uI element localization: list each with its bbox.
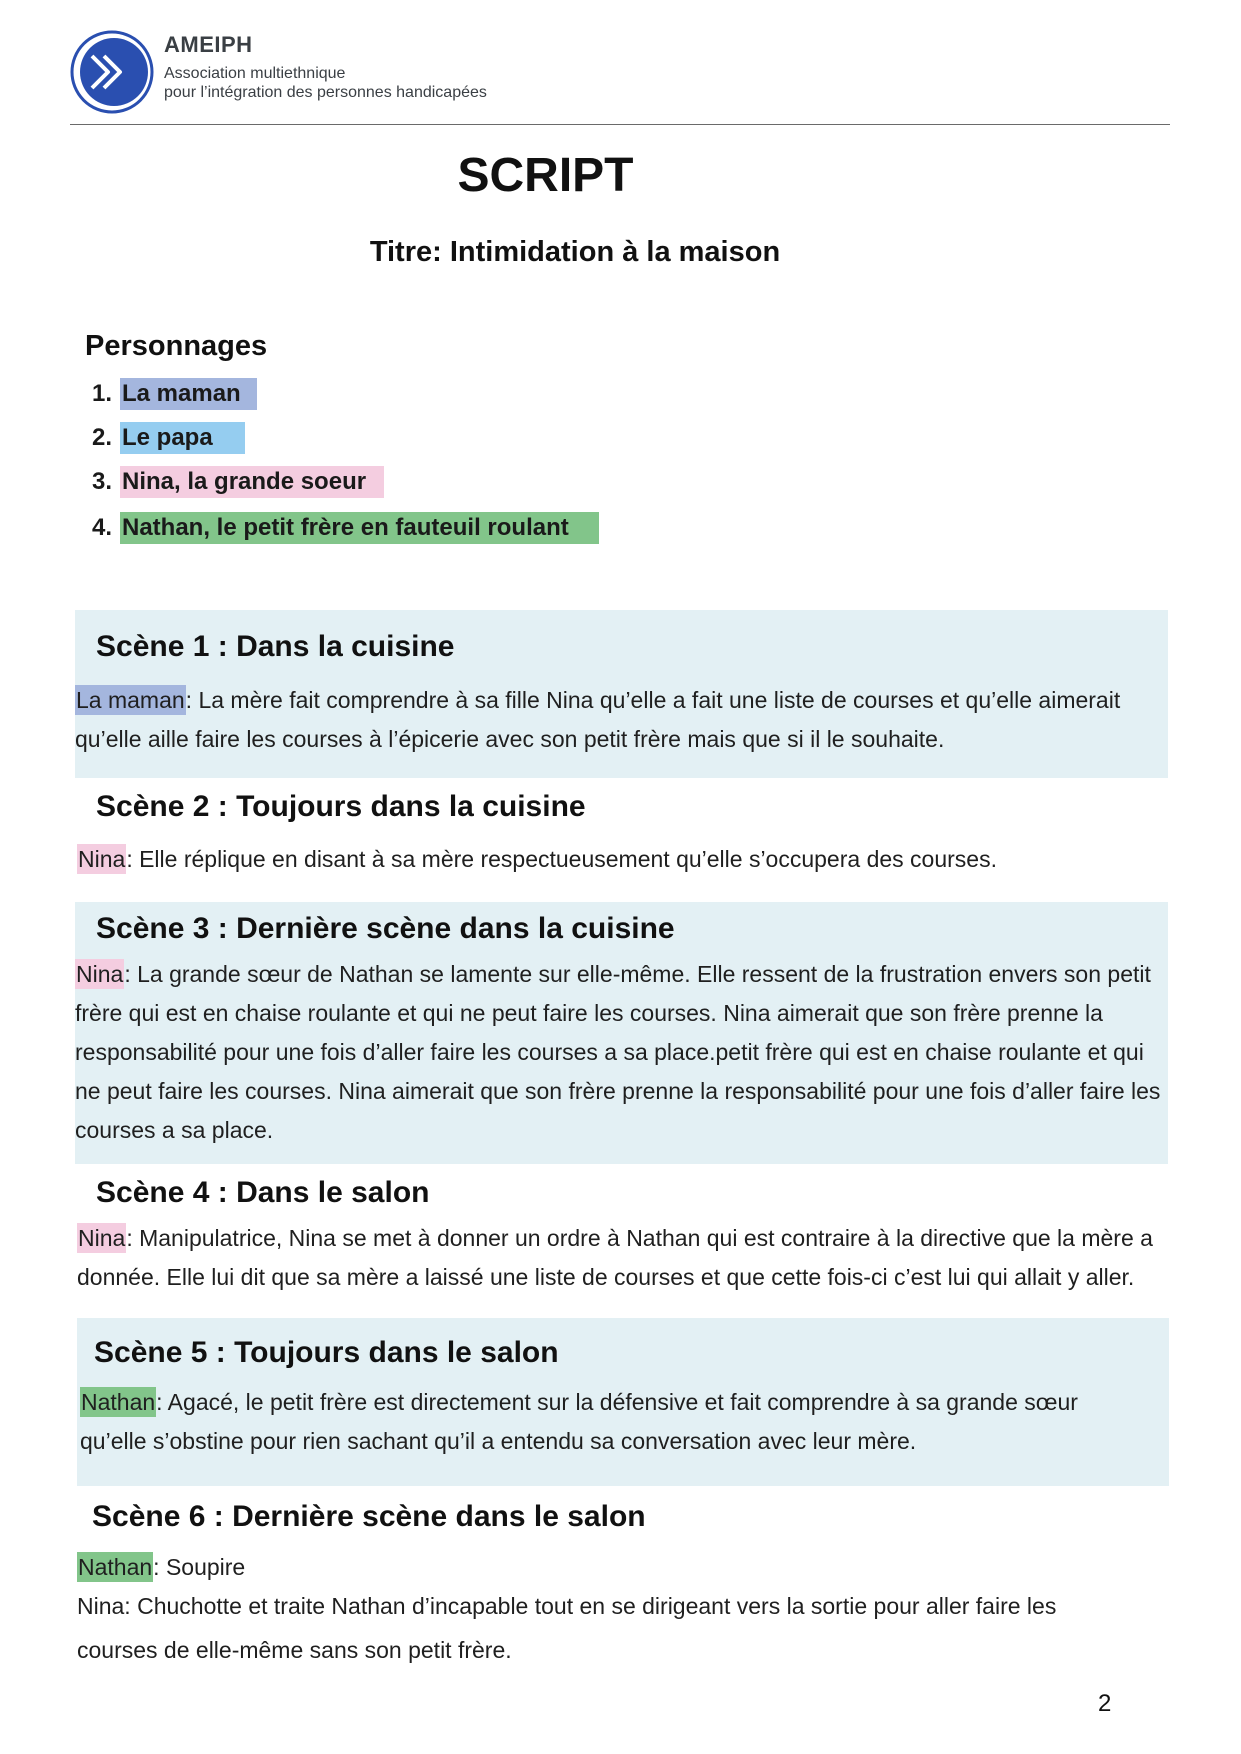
scene-5-heading: Scène 5 : Toujours dans le salon — [94, 1336, 559, 1369]
scene-description: : La grande sœur de Nathan se lamente sur elle-même. Elle ressent de la frustration envers son petit frère qui est en chaise roulante et qui ne peut faire les courses. Nina aimerait que son frère prenne la responsabilité pour une fois d’aller faire les courses a sa place.petit frère qui est en chaise roulante et qui ne peut faire les courses. Nina aimerait que son frère prenne la responsabilité pour une fois d’aller faire les courses a sa place. — [75, 961, 1161, 1143]
speaker-tag: Nina — [78, 846, 126, 872]
scene-4-heading: Scène 4 : Dans le salon — [96, 1176, 430, 1209]
ameiph-logo-icon — [70, 30, 154, 114]
character-item — [92, 380, 257, 412]
org-line-2: pour l’intégration des personnes handicapées — [164, 84, 487, 101]
speaker-tag: Nathan — [81, 1389, 156, 1415]
character-item — [92, 424, 245, 456]
scene-3-heading: Scène 3 : Dernière scène dans la cuisine — [96, 912, 675, 945]
scene-2-heading: Scène 2 : Toujours dans la cuisine — [96, 790, 586, 823]
character-item — [92, 514, 599, 546]
org-name: AMEIPH — [164, 32, 253, 57]
scene-description: : La mère fait comprendre à sa fille Nina qu’elle a fait une liste de courses et qu’elle aimerait qu’elle aille faire les courses à l’épicerie avec son petit frère mais que si il le souhaite. — [75, 687, 1121, 752]
character-name: Le papa — [120, 422, 245, 454]
speaker-tag: Nina — [76, 961, 124, 987]
scene-6-line-1 — [77, 1548, 1172, 1587]
page-title: SCRIPT — [457, 149, 634, 202]
character-name: La maman — [120, 378, 257, 410]
character-name: Nina, la grande soeur — [120, 466, 384, 498]
org-line-1: Association multiethnique — [164, 65, 346, 82]
character-item — [92, 468, 384, 500]
character-number: 2. — [92, 424, 113, 451]
page-number: 2 — [1098, 1690, 1112, 1717]
scene-2-text — [77, 840, 1172, 879]
org-logo-block — [68, 28, 538, 118]
speaker-tag: Nina — [78, 1225, 126, 1251]
character-number: 1. — [92, 380, 113, 407]
character-number: 4. — [92, 514, 113, 541]
scene-description: : Elle réplique en disant à sa mère respectueusement qu’elle s’occupera des courses. — [126, 846, 997, 872]
scene-description: : Soupire — [153, 1554, 246, 1580]
scene-6-heading: Scène 6 : Dernière scène dans le salon — [92, 1500, 646, 1533]
scene-1-text — [75, 681, 1175, 759]
header-divider — [70, 124, 1170, 125]
scene-description: : Manipulatrice, Nina se met à donner un ordre à Nathan qui est contraire à la directive que la mère a donnée. Elle lui dit que sa mère a laissé une liste de courses et que cette fois-ci c’est lui qui allait y aller. — [77, 1225, 1153, 1290]
scene-description: : Agacé, le petit frère est directement sur la défensive et fait comprendre à sa grande sœur qu’elle s’obstine pour rien sachant qu’il a entendu sa conversation avec leur mère. — [80, 1389, 1078, 1454]
scene-4-text — [77, 1219, 1172, 1297]
speaker-tag: Nathan — [78, 1554, 153, 1580]
character-number: 3. — [92, 468, 113, 495]
scene-1-heading: Scène 1 : Dans la cuisine — [96, 630, 455, 663]
characters-heading: Personnages — [85, 330, 268, 362]
speaker-tag: La maman — [76, 687, 185, 713]
script-subtitle: Titre: Intimidation à la maison — [369, 236, 781, 268]
scene-3-text — [75, 955, 1165, 1150]
scene-6-line-2: Nina: Chuchotte et traite Nathan d’incapable tout en se dirigeant vers la sortie pour aller faire les courses de elle-même sans son petit frère. — [77, 1593, 1057, 1663]
org-subtitle — [164, 64, 487, 102]
character-name: Nathan, le petit frère en fauteuil roulant — [120, 512, 599, 544]
scene-5-text — [80, 1383, 1140, 1461]
